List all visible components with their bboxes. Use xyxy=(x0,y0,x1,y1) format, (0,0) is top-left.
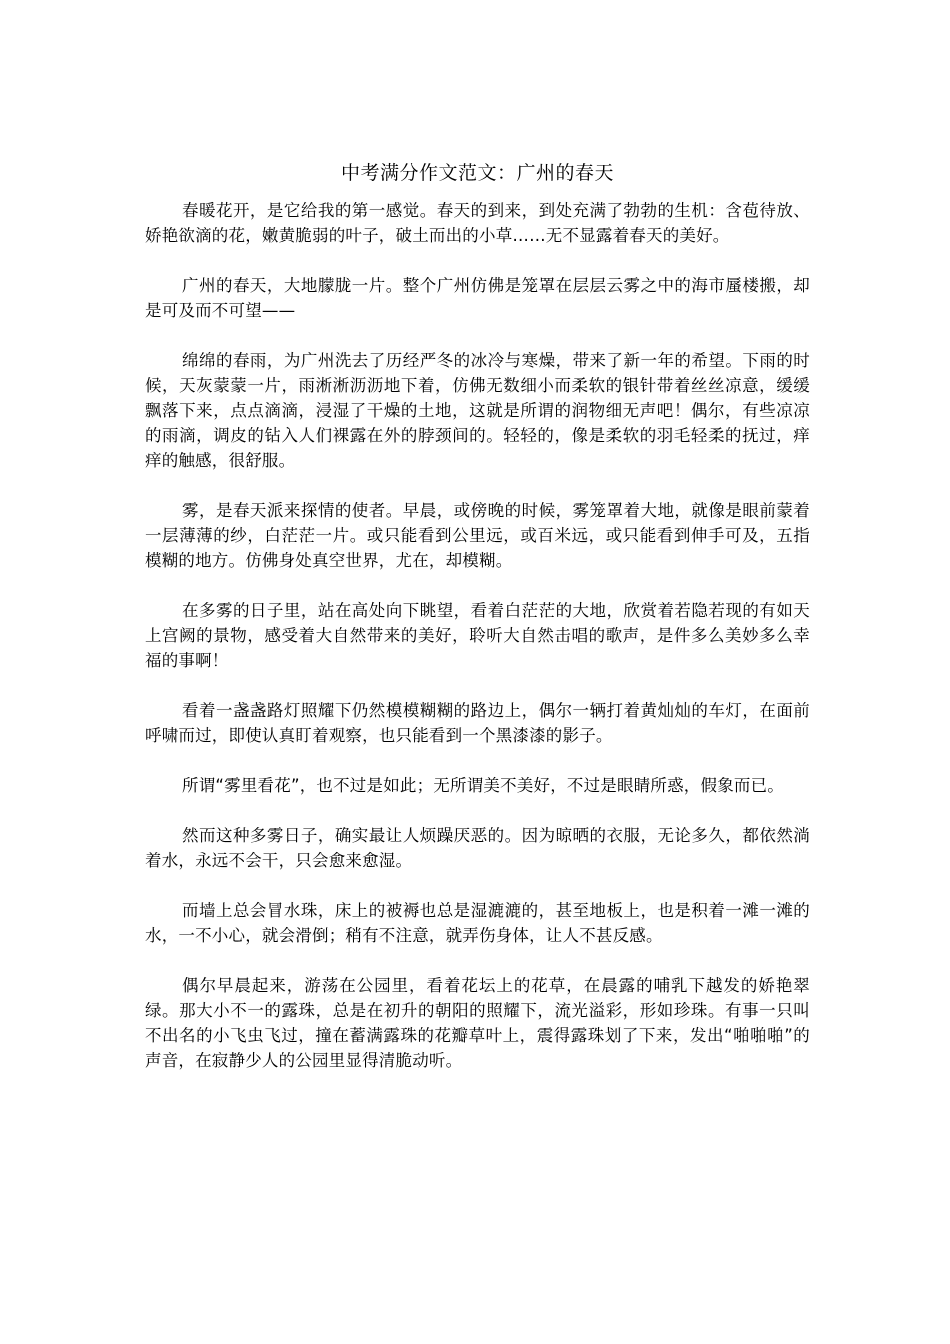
paragraph-2: 广州的春天，大地朦胧一片。整个广州仿佛是笼罩在层层云雾之中的海市蜃楼搬，却是可及而不可望—— xyxy=(145,276,810,320)
paragraph-9: 而墙上总会冒水珠，床上的被褥也总是湿漉漉的，甚至地板上，也是积着一滩一滩的水，一不小心，就会滑倒；稍有不注意，就弄伤身体，让人不甚反感。 xyxy=(145,901,810,945)
paragraph-3: 绵绵的春雨，为广州洗去了历经严冬的冰冷与寒燥，带来了新一年的希望。下雨的时候，天灰蒙蒙一片，雨淅淅沥沥地下着，仿佛无数细小而柔软的银针带着丝丝凉意，缓缓飘落下来，点点滴滴，浸湿了干燥的土地，这就是所谓的润物细无声吧！偶尔，有些凉凉的雨滴，调皮的钻入人们裸露在外的脖颈间的。轻轻的，像是柔软的羽毛轻柔的抚过，痒痒的触感，很舒服。 xyxy=(145,351,810,470)
paragraph-10: 偶尔早晨起来，游荡在公园里，看着花坛上的花草，在晨露的哺乳下越发的娇艳翠绿。那大小不一的露珠，总是在初升的朝阳的照耀下，流光溢彩，形如珍珠。有事一只叫不出名的小飞虫飞过，撞在蓄满露珠的花瓣草叶上，震得露珠划了下来，发出“啪啪啪”的声音，在寂静少人的公园里显得清脆动听。 xyxy=(145,976,810,1070)
paragraph-1: 春暖花开，是它给我的第一感觉。春天的到来，到处充满了勃勃的生机：含苞待放、娇艳欲滴的花，嫩黄脆弱的叶子，破土而出的小草……无不显露着春天的美好。 xyxy=(145,201,810,245)
page-title: 中考满分作文范文：广州的春天 xyxy=(340,162,614,184)
paragraph-6: 看着一盏盏路灯照耀下仍然模模糊糊的路边上，偶尔一辆打着黄灿灿的车灯，在面前呼啸而过，即使认真盯着观察，也只能看到一个黑漆漆的影子。 xyxy=(145,701,810,745)
paragraph-4: 雾，是春天派来探情的使者。早晨，或傍晚的时候，雾笼罩着大地，就像是眼前蒙着一层薄薄的纱，白茫茫一片。或只能看到公里远，或百米远，或只能看到伸手可及，五指模糊的地方。仿佛身处真空世界，尤在，却模糊。 xyxy=(145,501,810,570)
paragraph-8: 然而这种多雾日子，确实最让人烦躁厌恶的。因为晾晒的衣服，无论多久，都依然淌着水，永远不会干，只会愈来愈湿。 xyxy=(145,826,810,870)
document-page xyxy=(145,160,810,1098)
paragraph-7: 所谓“雾里看花”，也不过是如此；无所谓美不美好，不过是眼睛所惑，假象而已。 xyxy=(182,776,784,795)
paragraph-5: 在多雾的日子里，站在高处向下眺望，看着白茫茫的大地，欣赏着若隐若现的有如天上宫阙的景物，感受着大自然带来的美好，聆听大自然击唱的歌声，是件多么美妙多么幸福的事啊！ xyxy=(145,601,810,670)
